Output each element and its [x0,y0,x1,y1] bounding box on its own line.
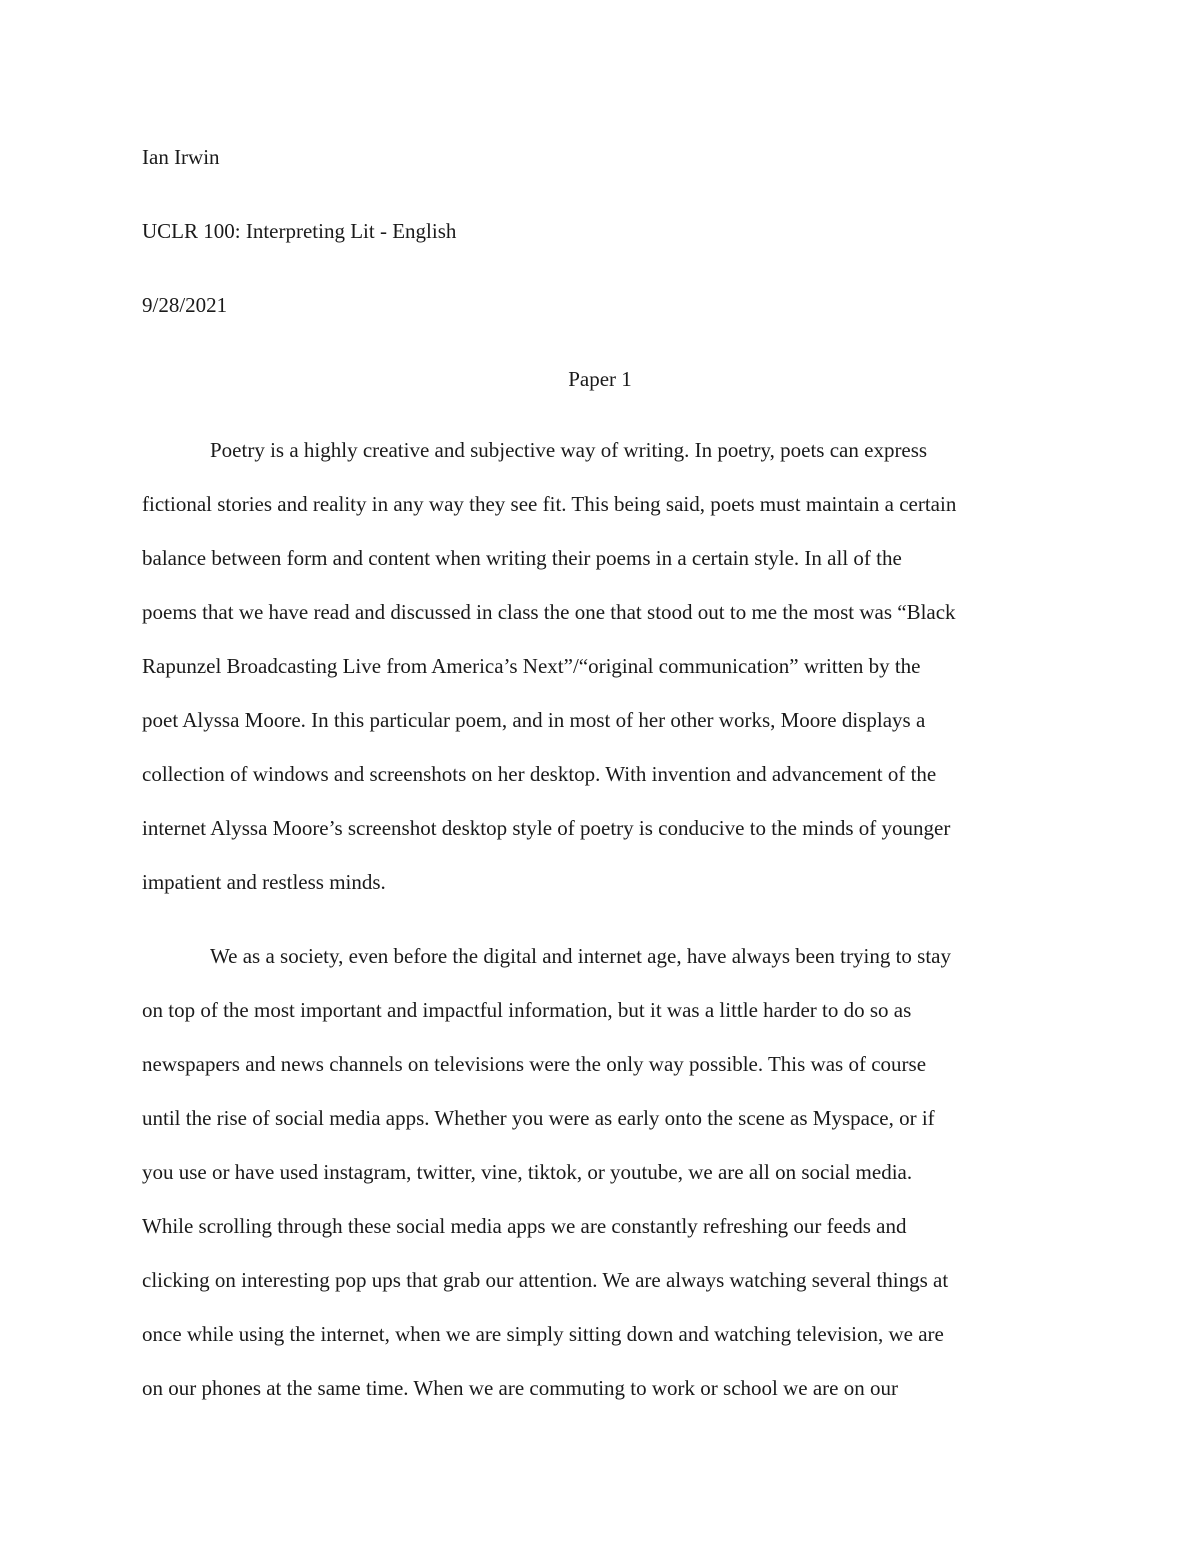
paragraph-line: We as a society, even before the digital and internet age, have always been trying to stay [210,944,951,968]
paragraph-2 [142,929,1058,1415]
course-name: UCLR 100: Interpreting Lit - English [142,219,457,243]
paragraph-line: once while using the internet, when we are simply sitting down and watching television, we are [142,1322,944,1346]
paragraph-1 [142,423,1058,909]
document-date: 9/28/2021 [142,293,228,317]
paragraph-line: While scrolling through these social media apps we are constantly refreshing our feeds and [142,1214,907,1238]
paper-title: Paper 1 [568,367,632,391]
paragraph-line: clicking on interesting pop ups that grab our attention. We are always watching several things at [142,1268,949,1292]
paragraph-line: on top of the most important and impactful information, but it was a little harder to do so as [142,998,912,1022]
paragraph-line: balance between form and content when writing their poems in a certain style. In all of the [142,546,902,570]
paragraph-line: internet Alyssa Moore’s screenshot desktop style of poetry is conducive to the minds of younger [142,816,951,840]
paragraph-line: collection of windows and screenshots on her desktop. With invention and advancement of the [142,762,937,786]
paragraph-line: until the rise of social media apps. Whether you were as early onto the scene as Myspace, or if [142,1106,935,1130]
paragraph-line: you use or have used instagram, twitter, vine, tiktok, or youtube, we are all on social media. [142,1160,913,1184]
paragraph-line: poems that we have read and discussed in class the one that stood out to me the most was “Black [142,600,956,624]
paragraph-line: Rapunzel Broadcasting Live from America’s Next”/“original communication” written by the [142,654,921,678]
paragraph-line: Poetry is a highly creative and subjective way of writing. In poetry, poets can express [210,438,928,462]
paragraph-line: on our phones at the same time. When we are commuting to work or school we are on our [142,1376,898,1400]
author-name: Ian Irwin [142,145,220,169]
paragraph-line: fictional stories and reality in any way they see fit. This being said, poets must maintain a certain [142,492,957,516]
paragraph-line: poet Alyssa Moore. In this particular poem, and in most of her other works, Moore displays a [142,708,926,732]
paragraph-line: newspapers and news channels on televisions were the only way possible. This was of course [142,1052,927,1076]
paragraph-line: impatient and restless minds. [142,870,386,894]
